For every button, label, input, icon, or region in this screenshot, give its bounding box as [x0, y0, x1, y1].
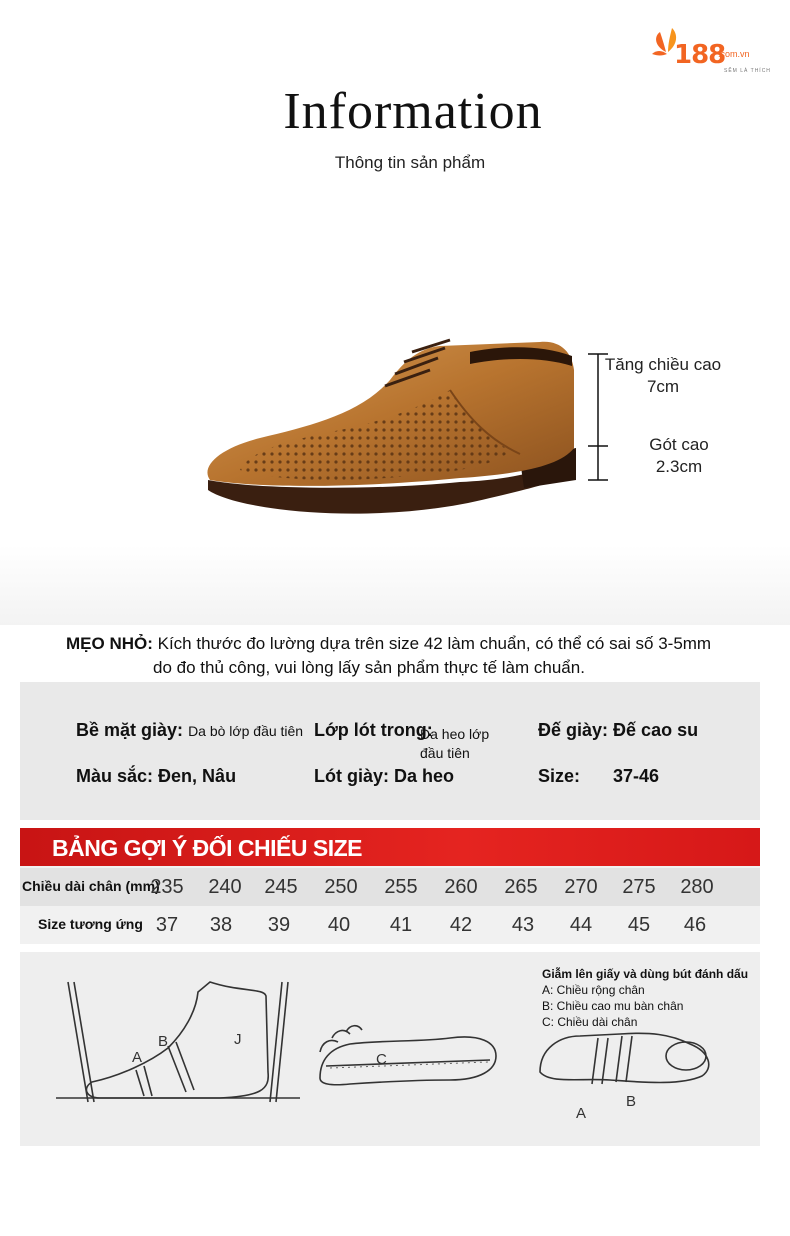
- spec-surface: [76, 720, 303, 741]
- note-line-2: do đo thủ công, vui lòng lấy sản phẩm thực tế làm chuẩn.: [153, 658, 585, 677]
- size-row-label: Size tương ứng: [38, 916, 143, 932]
- length-cell: 245: [264, 876, 298, 898]
- lining-value: Da heo lớp đầu tiên: [420, 726, 490, 761]
- size-cell: 41: [389, 914, 413, 936]
- surface-label: Bề mặt giày:: [76, 720, 184, 740]
- spec-color: [76, 766, 236, 787]
- measure-guide: [20, 952, 760, 1146]
- guide-line-2: A: Chiều rộng chân: [542, 983, 645, 997]
- spec-lining-value-wrap: [420, 724, 506, 762]
- length-row: [20, 868, 760, 906]
- insole-label: Lót giày:: [314, 766, 389, 786]
- mark-a: A: [132, 1049, 143, 1066]
- size-chart-banner: [20, 828, 760, 866]
- size-cell: 38: [209, 914, 233, 936]
- size-cell: 40: [327, 914, 351, 936]
- guide-line-4: C: Chiều dài chân: [542, 1015, 638, 1029]
- mark-a-footprint: A: [576, 1105, 587, 1122]
- length-cell: 265: [504, 876, 538, 898]
- note-line-1: Kích thước đo lường dựa trên size 42 làm chuẩn, có thể có sai số 3-5mm: [157, 634, 712, 653]
- size-cell: 37: [155, 914, 179, 936]
- size-cell: 46: [683, 914, 707, 936]
- size-cell: 39: [267, 914, 291, 936]
- sole-value: Đế cao su: [613, 720, 699, 740]
- height-label: Tăng chiều cao 7cm: [604, 355, 722, 396]
- length-row-label: Chiều dài chân (mm): [22, 878, 160, 894]
- shoe-image: [180, 330, 600, 540]
- guide-line-3: B: Chiều cao mu bàn chân: [542, 999, 684, 1013]
- size-row: [20, 906, 760, 944]
- spec-lining: [314, 720, 433, 741]
- mark-j: J: [234, 1031, 242, 1048]
- heel-label: Gót cao 2.3cm: [649, 435, 709, 476]
- size-chart-title: BẢNG GỢI Ý ĐỐI CHIẾU SIZE: [52, 835, 362, 861]
- size-table: [20, 866, 760, 944]
- measurement-note: [66, 632, 766, 680]
- spec-insole: [314, 766, 454, 787]
- page-subtitle: Thông tin sản phẩm: [334, 153, 486, 172]
- size-cell: 45: [627, 914, 651, 936]
- logo-slogan: SẼM LÀ THÍCH: [724, 68, 771, 74]
- length-cell: 250: [324, 876, 358, 898]
- length-cell: 255: [384, 876, 418, 898]
- guide-instructions: [542, 966, 748, 1030]
- divider-band: [0, 545, 790, 625]
- length-cell: 270: [564, 876, 598, 898]
- length-cell: 280: [680, 876, 714, 898]
- length-cell: 260: [444, 876, 478, 898]
- logo-domain: .com.vn: [718, 49, 750, 59]
- lining-label: Lớp lót trong:: [314, 720, 433, 740]
- spec-panel: [20, 682, 760, 820]
- size-cell: 43: [511, 914, 535, 936]
- color-value: Đen, Nâu: [158, 766, 237, 786]
- length-cell: 275: [622, 876, 656, 898]
- insole-value: Da heo: [394, 766, 455, 786]
- length-cell: 240: [208, 876, 242, 898]
- surface-value: Da bò lớp đầu tiên: [188, 723, 304, 739]
- brand-logo: [652, 22, 772, 72]
- size-cell: 42: [449, 914, 473, 936]
- mark-c: C: [376, 1051, 387, 1068]
- mark-b: B: [158, 1033, 169, 1050]
- note-prefix: MẸO NHỎ:: [66, 634, 153, 653]
- guide-line-1: Giẫm lên giấy và dùng bút đánh dấu: [542, 967, 749, 981]
- page-title: Information: [283, 83, 543, 140]
- spec-sole: [538, 720, 698, 741]
- color-label: Màu sắc:: [76, 766, 154, 786]
- spec-size: [538, 766, 659, 787]
- sole-label: Đế giày:: [538, 720, 609, 740]
- mark-b-footprint: B: [626, 1093, 637, 1110]
- size-value: 37-46: [613, 766, 660, 786]
- length-cell: 235: [150, 876, 184, 898]
- logo-number: 188: [674, 40, 726, 70]
- size-cell: 44: [569, 914, 593, 936]
- size-label: Size:: [538, 766, 581, 786]
